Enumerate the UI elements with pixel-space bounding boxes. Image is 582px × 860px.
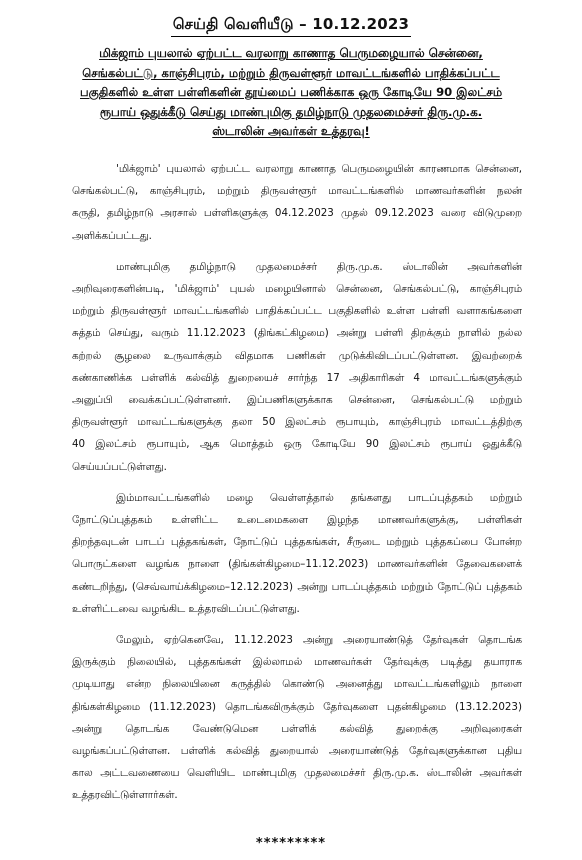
- headline-line: பகுதிகளில் உள்ள பள்ளிகளின் தூய்மைப் பணிக்காக ஒரு கோடியே 90 இலட்சம்: [80, 85, 503, 99]
- paragraph-2: [72, 256, 522, 478]
- headline: [80, 44, 502, 142]
- footer-separator: *********: [255, 836, 327, 851]
- text-line: உத்தரவிட்டுள்ளார்கள்.: [72, 789, 178, 802]
- text-line: 40 இலட்சம் ரூபாயும், ஆக மொத்தம் ஒரு கோடியே 90 இலட்சம் ரூபாய் ஒதுக்கீடு: [72, 438, 522, 451]
- headline-line: மிக்ஜாம் புயலால் ஏற்பட்ட வரலாறு காணாத பெருமழையால் சென்னை,: [99, 46, 483, 60]
- headline-line: ரூபாய் ஒதுக்கீடு செய்து மாண்புமிகு தமிழ்நாடு முதலமைச்சர் திரு.மு.க.: [99, 104, 483, 119]
- text-line: கண்டறிந்து, (செவ்வாய்க்கிழமை–12.12.2023) அன்று பாடப்புத்தகம் மற்றும் நோட்டுப் புத்தகம்: [72, 580, 522, 593]
- text-line: மாண்புமிகு தமிழ்நாடு முதலமைச்சர் திரு.மு.க. ஸ்டாலின் அவர்களின்: [116, 260, 522, 273]
- text-line: கண்காணிக்க பள்ளிக் கல்வித் துறையைச் சார்ந்த 17 அதிகாரிகள் 4 மாவட்டங்களுக்கும்: [72, 371, 522, 384]
- text-line: வழங்கப்பட்டுள்ளன. பள்ளிக் கல்வித் துறையால் அரையாண்டுத் தேர்வுகளுக்கான புதிய: [72, 745, 522, 758]
- paragraph-1: [72, 158, 522, 247]
- text-line: இருக்கும் நிலையில், புத்தகங்கள் இல்லாமல் மாணவர்கள் தேர்வுக்கு படித்து தயாராக: [72, 656, 522, 669]
- text-line: அனுப்பி வைக்கப்பட்டுள்ளனர். இப்பணிகளுக்காக சென்னை, செங்கல்பட்டு மற்றும்: [72, 394, 522, 407]
- text-line: செங்கல்பட்டு, காஞ்சிபுரம், மற்றும் திருவள்ளூர் மாவட்டங்களில் மாணவர்களின் நலன்: [72, 185, 522, 198]
- text-line: முடியாது என்ற நிலையினை கருத்தில் கொண்டு அனைத்து மாவட்டங்களிலும் நாளை: [72, 678, 522, 691]
- text-line: உள்ளிட்டவை வழங்கிட உத்தரவிடப்பட்டுள்ளது.: [72, 602, 300, 615]
- text-line: நோட்டுப்புத்தகம் உள்ளிட்ட உடைமைகளை இழந்த மாணவர்களுக்கு, பள்ளிகள்: [72, 514, 522, 527]
- text-line: திருவள்ளூர் மாவட்டங்களுக்கு தலா 50 இலட்சம் ரூபாயும், காஞ்சிபுரம் மாவட்டத்திற்கு: [72, 416, 522, 429]
- text-line: திறந்தவுடன் பாடப் புத்தகங்கள், நோட்டுப் புத்தகங்கள், சீருடை மற்றும் புத்தகப்பை போன்ற: [72, 536, 522, 549]
- text-line: 'மிக்ஜாம்' புயலால் ஏற்பட்ட வரலாறு காணாத பெருமழையின் காரணமாக சென்னை,: [116, 163, 522, 175]
- headline-line: ஸ்டாலின் அவர்கள் உத்தரவு!: [212, 124, 370, 138]
- body-text: [72, 158, 522, 816]
- text-line: மேலும், ஏற்கெனவே, 11.12.2023 அன்று அரையாண்டுத் தேர்வுகள் தொடங்க: [116, 634, 522, 647]
- text-line: பொருட்களை வழங்க நாளை (திங்கள்கிழமை–11.12.2023) மாணவர்களின் தேவைகளைக்: [72, 558, 522, 571]
- text-line: அன்று தொடங்க வேண்டுமென பள்ளிக் கல்வித் துறைக்கு அறிவுரைகள்: [72, 722, 522, 735]
- text-line: கால அட்டவணையை வெளியிட மாண்புமிகு முதலமைச்சர் திரு.மு.க. ஸ்டாலின் அவர்கள்: [72, 767, 522, 780]
- text-line: மற்றும் திருவள்ளூர் மாவட்டங்களில் பாதிக்கப்பட்ட பகுதிகளில் உள்ள பள்ளி வளாகங்களை: [72, 305, 522, 318]
- page-title: செய்தி வெளியீடு – 10.12.2023: [171, 15, 411, 37]
- paragraph-3: [72, 487, 522, 620]
- text-line: இம்மாவட்டங்களில் மழை வெள்ளத்தால் தங்களது பாடப்புத்தகம் மற்றும்: [116, 491, 522, 504]
- text-line: செய்யப்பட்டுள்ளது.: [72, 460, 167, 473]
- title-block: [0, 14, 582, 37]
- text-line: சுத்தம் செய்து, வரும் 11.12.2023 (திங்கட்கிழமை) அன்று பள்ளி திறக்கும் நாளில் நல்ல: [72, 327, 522, 340]
- text-line: அறிவுரைகளின்படி, 'மிக்ஜாம்' புயல் மழையினால் சென்னை, செங்கல்பட்டு, காஞ்சிபுரம்: [72, 283, 522, 296]
- headline-line: செங்கல்பட்டு, காஞ்சிபுரம், மற்றும் திருவள்ளூர் மாவட்டங்களில் பாதிக்கப்பட்ட: [82, 65, 500, 80]
- paragraph-4: [72, 629, 522, 807]
- text-line: திங்கள்கிழமை (11.12.2023) தொடங்கவிருக்கும் தேர்வுகளை புதன்கிழமை (13.12.2023): [72, 700, 522, 713]
- text-line: அளிக்கப்பட்டது.: [72, 229, 152, 242]
- text-line: கற்றல் சூழலை உருவாக்கும் விதமாக பணிகள் முடுக்கிவிடப்பட்டுள்ளன. இவற்றைக்: [72, 349, 522, 362]
- text-line: கருதி, தமிழ்நாடு அரசால் பள்ளிகளுக்கு 04.12.2023 முதல் 09.12.2023 வரை விடுமுறை: [72, 207, 522, 220]
